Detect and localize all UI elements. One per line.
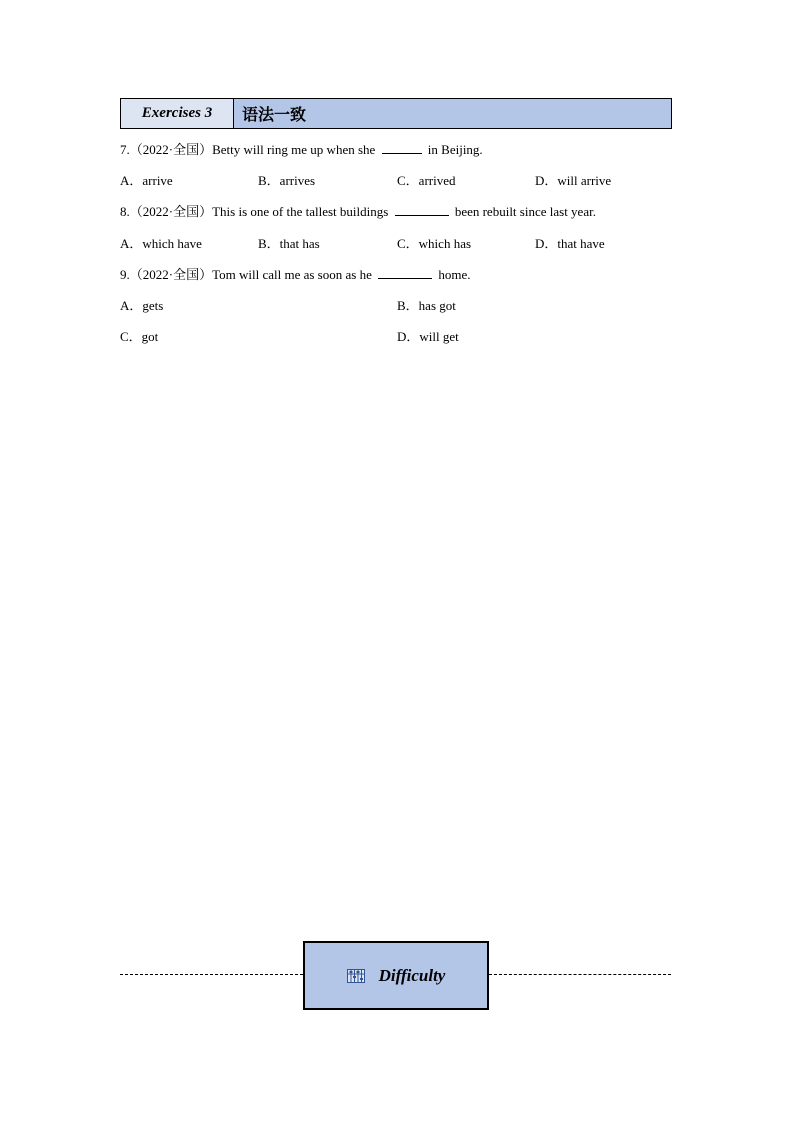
question-source: （2022·全国） [129, 204, 213, 219]
question-text-before: Tom will call me as soon as he [212, 267, 372, 282]
footer-divider-right [489, 974, 671, 975]
question-7: 7.（2022·全国）Betty will ring me up when she in Beijing. [120, 142, 483, 157]
question-text-after: home. [438, 267, 471, 282]
question-number: 9 [120, 267, 127, 282]
option-a[interactable]: A．gets [120, 298, 164, 313]
option-b[interactable]: B．that has [258, 236, 320, 251]
option-d[interactable]: D．will get [397, 329, 459, 344]
question-text-before: This is one of the tallest buildings [212, 204, 389, 219]
question-text-before: Betty will ring me up when she [212, 142, 376, 157]
question-source: （2022·全国） [129, 267, 213, 282]
option-a[interactable]: A．which have [120, 236, 202, 251]
option-a[interactable]: A．arrive [120, 173, 173, 188]
difficulty-box [303, 941, 489, 1010]
question-text-after: been rebuilt since last year. [454, 204, 596, 219]
answer-blank[interactable] [378, 277, 432, 279]
footer-divider-left [120, 974, 303, 975]
question-text-after: in Beijing. [427, 142, 483, 157]
option-c[interactable]: C．which has [397, 236, 472, 251]
exercise-header [120, 98, 672, 129]
option-d[interactable]: D．will arrive [535, 173, 612, 188]
exercise-number: Exercises 3 [121, 99, 234, 128]
abacus-icon [347, 969, 365, 983]
question-9: 9.（2022·全国）Tom will call me as soon as he home. [120, 267, 471, 282]
option-c[interactable]: C．arrived [397, 173, 456, 188]
answer-blank[interactable] [395, 214, 449, 216]
answer-blank[interactable] [382, 152, 422, 154]
difficulty-label: Difficulty [378, 965, 446, 985]
exercise-topic: 语法一致 [242, 105, 307, 124]
question-8: 8.（2022·全国）This is one of the tallest buildings been rebuilt since last year. [120, 204, 596, 219]
option-b[interactable]: B．arrives [258, 173, 316, 188]
question-source: （2022·全国） [129, 142, 213, 157]
question-number: 8 [120, 204, 127, 219]
question-number: 7 [120, 142, 127, 157]
option-b[interactable]: B．has got [397, 298, 456, 313]
option-d[interactable]: D．that have [535, 236, 605, 251]
option-c[interactable]: C．got [120, 329, 159, 344]
